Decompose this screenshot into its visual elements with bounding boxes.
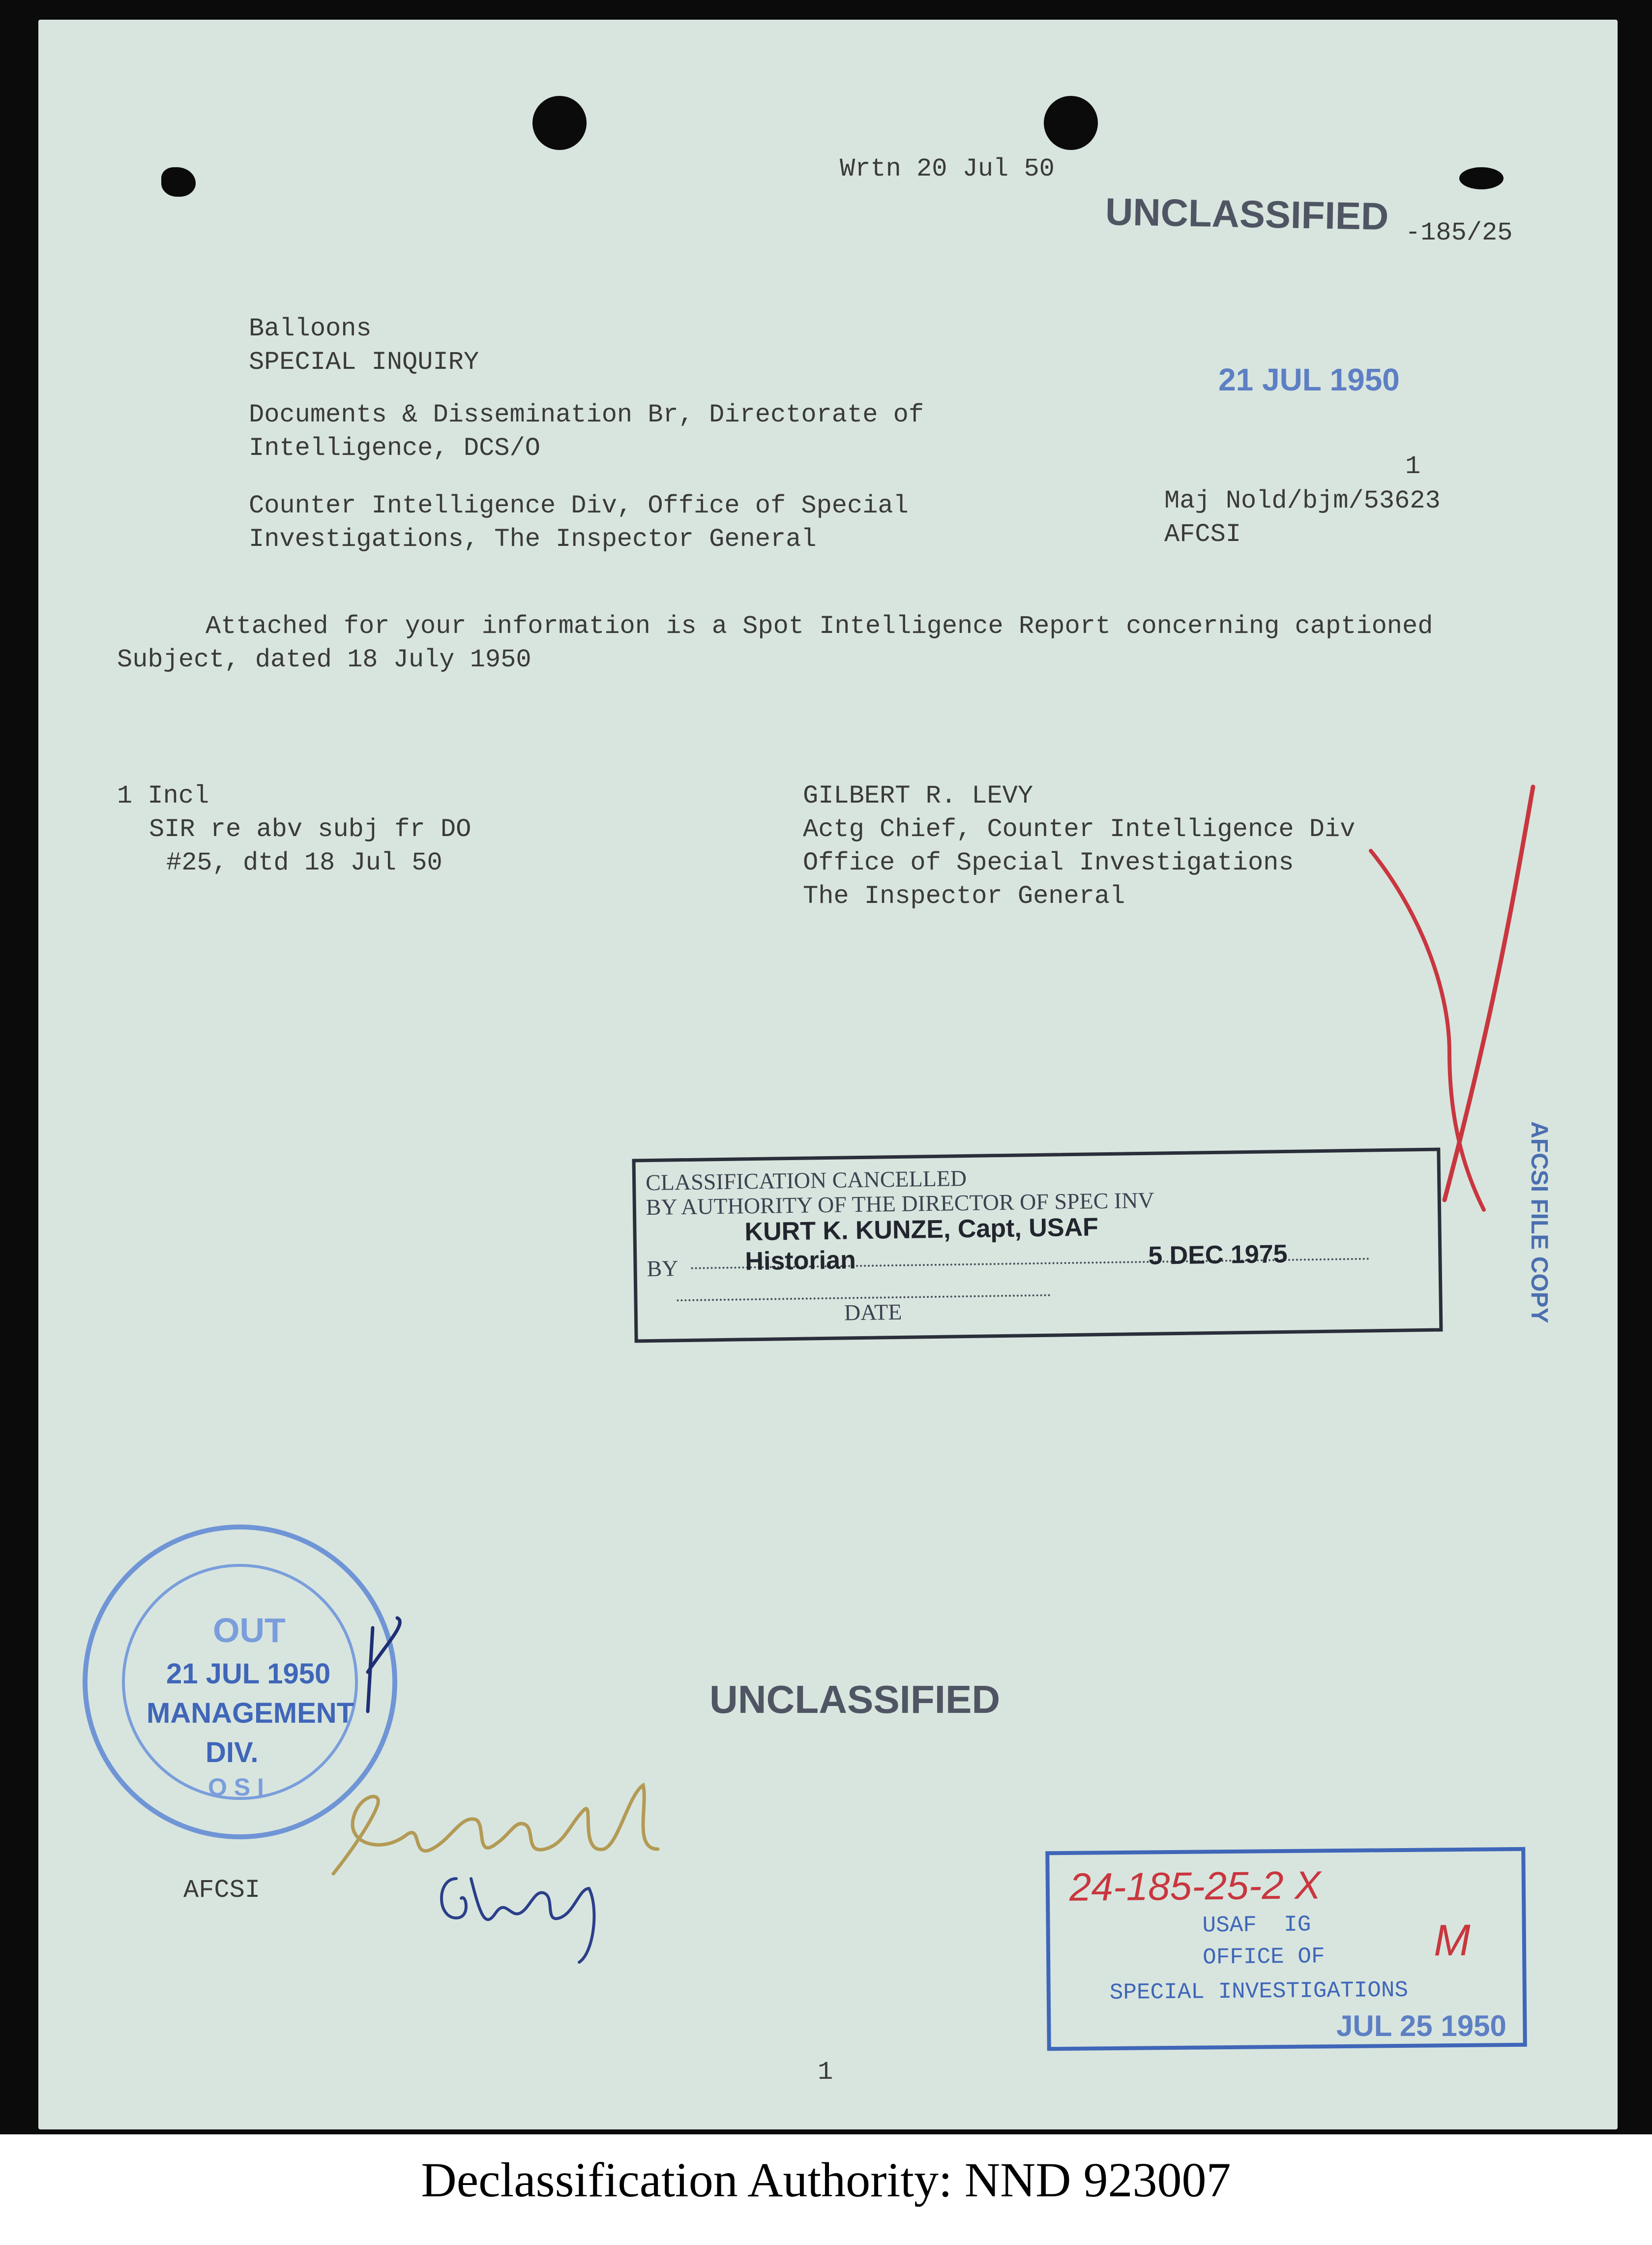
reference-line-2: AFCSI — [1164, 520, 1241, 549]
enclosure-line-3: #25, dtd 18 Jul 50 — [166, 848, 442, 877]
unclassified-stamp-bottom: UNCLASSIFIED — [709, 1677, 1001, 1721]
signer-name: GILBERT R. LEVY — [803, 781, 1033, 810]
osi-stamp-line-2: OFFICE OF — [1202, 1944, 1325, 1971]
punch-hole-right — [1044, 96, 1098, 150]
cancel-date: 5 DEC 1975 — [1148, 1239, 1288, 1270]
side-file-copy-label: AFCSI FILE COPY — [1526, 1121, 1552, 1323]
classification-cancelled-stamp — [632, 1148, 1443, 1343]
signature-levy — [427, 1859, 633, 1967]
enclosure-line-1: 1 Incl — [117, 781, 209, 810]
reference-number: 1 — [1405, 452, 1421, 481]
file-number: -185/25 — [1405, 218, 1513, 247]
bottom-office-code: AFCSI — [183, 1876, 261, 1905]
blue-check-mark — [353, 1613, 417, 1721]
round-stamp-out: OUT — [213, 1611, 286, 1649]
cancel-line-1: CLASSIFICATION CANCELLED — [645, 1165, 967, 1196]
osi-received-date: JUL 25 1950 — [1336, 2009, 1506, 2042]
round-stamp-date: 21 JUL 1950 — [166, 1658, 331, 1690]
tear-mark-right — [1459, 167, 1504, 189]
signer-title-3: The Inspector General — [803, 882, 1125, 911]
osi-stamp-line-3: SPECIAL INVESTIGATIONS — [1109, 1977, 1409, 2006]
osi-stamp-line-1: USAF IG — [1202, 1912, 1311, 1939]
subject-line-1: Balloons — [249, 314, 372, 343]
enclosure-line-2: SIR re abv subj fr DO — [149, 815, 472, 844]
date-stamp-top: 21 JUL 1950 — [1218, 362, 1400, 397]
body-line-2: Subject, dated 18 July 1950 — [117, 645, 531, 674]
cancel-date-label: DATE — [844, 1299, 902, 1325]
declassification-footer: Declassification Authority: NND 923007 — [421, 2153, 1231, 2207]
osi-handwritten-number: 24-185-25-2 X — [1069, 1863, 1321, 1909]
cancel-title: Historian — [745, 1246, 856, 1276]
to-line-2: Intelligence, DCS/O — [249, 434, 540, 463]
signer-title-2: Office of Special Investigations — [803, 848, 1294, 877]
reference-line-1: Maj Nold/bjm/53623 — [1164, 486, 1441, 515]
to-line-1: Documents & Dissemination Br, Directorate of — [249, 400, 924, 429]
subject-line-2: SPECIAL INQUIRY — [249, 348, 479, 377]
punch-hole-left — [532, 96, 587, 150]
from-line-2: Investigations, The Inspector General — [249, 525, 817, 554]
cancel-line-2: BY AUTHORITY OF THE DIRECTOR OF SPEC INV — [646, 1187, 1154, 1220]
cancel-by-label: BY — [647, 1256, 678, 1282]
document-page — [38, 20, 1618, 2129]
written-date: Wrtn 20 Jul 50 — [840, 154, 1055, 183]
signer-title-1: Actg Chief, Counter Intelligence Div — [803, 815, 1356, 844]
round-stamp-line-2: DIV. — [206, 1736, 259, 1768]
osi-handwritten-mark: M — [1433, 1916, 1471, 1966]
tear-mark-left — [161, 167, 196, 197]
page-number: 1 — [818, 2058, 833, 2087]
unclassified-stamp-top: UNCLASSIFIED — [1105, 189, 1389, 239]
cancel-authority-name: KURT K. KUNZE, Capt, USAF — [744, 1213, 1099, 1247]
round-stamp-line-1: MANAGEMENT — [147, 1697, 354, 1729]
round-stamp-line-3: O S I — [208, 1773, 264, 1801]
body-line-1: Attached for your information is a Spot Intelligence Report concerning captioned — [206, 612, 1433, 641]
from-line-1: Counter Intelligence Div, Office of Special — [249, 491, 909, 520]
